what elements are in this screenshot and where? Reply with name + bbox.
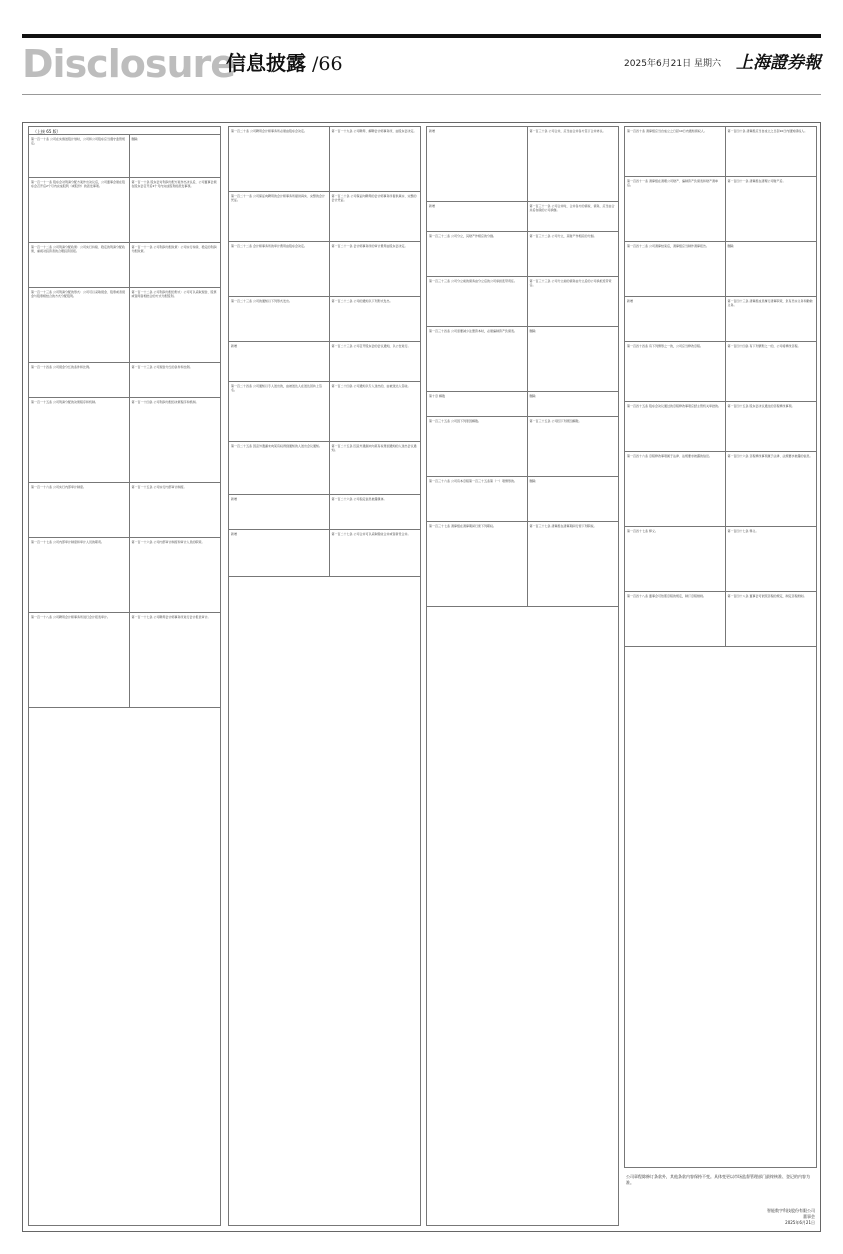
revised-clause-cell: 第一百一十一条 公司利润分配政策：公司实行持续、稳定的利润分配政策。	[129, 243, 220, 288]
table-row	[229, 192, 420, 242]
issue-date: 2025年6月21日 星期六	[624, 59, 721, 69]
original-clause-cell: 第一百二十二条 会计师事务所的审计费用由股东会决定。	[229, 242, 329, 297]
signature-board: 董事会	[803, 1214, 815, 1219]
comparison-table-2	[229, 127, 420, 577]
table-row	[427, 417, 618, 477]
original-clause-cell: 第一百三十七条 清算组在清算期间行使下列职权。	[427, 522, 527, 607]
original-clause-cell: 第一百四十二条 公司清算结束后，清算组应当制作清算报告。	[625, 242, 725, 297]
table-row	[427, 477, 618, 522]
table-row	[29, 288, 220, 363]
revised-clause-cell: 第一百一十二条 公司利润分配的形式：公司可以采取现金、股票或者两者相结合的方式分配股利。	[129, 288, 220, 363]
revised-clause-cell: 第一百四十八条 董事会可依照章程的规定，制定章程细则。	[725, 592, 816, 647]
revised-clause-cell: 第一百四十四条 有下列情形之一的，公司将修改章程。	[725, 342, 816, 402]
table-row	[29, 178, 220, 243]
table-row	[29, 483, 220, 538]
table-row	[229, 382, 420, 442]
table-row	[625, 527, 816, 592]
table-row	[625, 452, 816, 527]
original-clause-cell: 第一百三十二条 公司分立，其财产作相应的分割。	[427, 232, 527, 277]
original-clause-cell: 新增	[625, 297, 725, 342]
revised-clause-cell: 第一百二十四条 公司通知以专人送出的，由被送达人签收。	[329, 382, 420, 442]
original-clause-cell: 第一百四十六条 章程修改事项属于法律、法规要求披露的信息。	[625, 452, 725, 527]
newspaper-name: 上海證券報	[736, 53, 821, 73]
column-3	[426, 126, 619, 1228]
table-row	[29, 243, 220, 288]
original-clause-cell: 第一百三十三条 公司分立前的债务由分立后的公司承担连带责任。	[427, 277, 527, 327]
revised-clause-cell: 第一百二十条 公司保证向聘用的会计师事务所提供真实、完整的会计凭证。	[329, 192, 420, 242]
original-clause-cell: 第一百二十四条 公司通知以专人送出的，由被送达人在送达回执上签名。	[229, 382, 329, 442]
revised-clause-cell: 第一百二十三条 公司召开股东会的会议通知，以公告进行。	[329, 342, 420, 382]
masthead-top-rule	[22, 34, 821, 38]
table-row	[625, 402, 816, 452]
original-clause-cell: 第一百一十一条 股东会对利润分配方案作出决议后，公司董事会须在股东会召开后2个月内完成股利（或股份）的派发事项。	[29, 178, 129, 243]
revised-clause-cell: 第一百三十七条 清算组在清算期间行使下列职权。	[527, 522, 618, 607]
original-clause-cell: 第一百一十二条 公司利润分配政策：公司实行持续、稳定的利润分配政策，重视对投资者的合理投资回报。	[29, 243, 129, 288]
revised-clause-cell: 第一百四十五条 股东会决议通过的章程修改事项。	[725, 402, 816, 452]
revised-clause-cell: 第一百四十三条 清算组成员履行清算职责，负有忠实义务和勤勉义务。	[725, 297, 816, 342]
table-row	[625, 342, 816, 402]
section-name: 信息披露	[226, 51, 306, 75]
revised-clause-cell: 第一百二十六条 公司指定信息披露媒体。	[329, 495, 420, 530]
revised-clause-cell: 第一百一十六条 公司内部审计制度和审计人员的职责。	[129, 538, 220, 613]
column-2	[228, 126, 421, 1228]
table-row	[229, 495, 420, 530]
continued-header: （上接 65 版）	[29, 127, 220, 135]
original-clause-cell: 第一百四十一条 清算组在清理公司财产、编制资产负债表和财产清单后。	[625, 177, 725, 242]
revised-clause-cell: 第一百一十九条 公司聘用、解聘会计师事务所，由股东会决定。	[329, 127, 420, 192]
table-row	[427, 202, 618, 232]
table-row	[625, 592, 816, 647]
table-row	[29, 135, 220, 178]
original-clause-cell: 新增	[229, 342, 329, 382]
table-row	[229, 530, 420, 577]
revised-clause-cell: 第一百三十条 公司合并，应当由合并各方签订合并协议。	[527, 127, 618, 202]
table-row	[229, 242, 420, 297]
table-row	[29, 398, 220, 483]
original-clause-cell: 第一百二十五条 因意外遗漏未向某有权得到通知的人送出会议通知。	[229, 442, 329, 495]
original-clause-cell: 第一百一十四条 公司现金分红的条件和比例。	[29, 363, 129, 398]
original-clause-cell: 新增	[229, 530, 329, 577]
original-clause-cell: 第一百四十四条 有下列情形之一的，公司应当修改章程。	[625, 342, 725, 402]
original-clause-cell: 第一百二十三条 公司的通知以下列形式发出。	[229, 297, 329, 342]
revised-clause-cell: 第一百四十一条 清算组在清理公司财产后。	[725, 177, 816, 242]
original-clause-cell: 新增	[427, 127, 527, 202]
revised-clause-cell: 第一百三十五条 公司因下列原因解散。	[527, 417, 618, 477]
revised-clause-cell: 第一百一十七条 公司聘用会计师事务所进行会计报表审计。	[129, 613, 220, 708]
original-clause-cell: 第一百三十六条 公司有本章程第一百三十五条第（一）项情形的。	[427, 477, 527, 522]
masthead	[22, 40, 821, 88]
original-clause-cell: 第一百一十三条 公司利润分配的形式：公司可以采取现金、股票或者现金与股票相结合的方式分配股利。	[29, 288, 129, 363]
comparison-table-4	[625, 127, 816, 647]
revised-clause-cell: 第一百二十五条 因意外遗漏未向某有权得到通知的人送出会议通知。	[329, 442, 420, 495]
table-row	[625, 127, 816, 177]
original-clause-cell: 第一百四十八条 董事会可依照章程的规定，制订章程细则。	[625, 592, 725, 647]
table-row	[427, 392, 618, 417]
original-clause-cell: 第一百二十一条 公司保证向聘用的会计师事务所提供真实、完整的会计凭证。	[229, 192, 329, 242]
original-clause-cell: 第一百一十七条 公司内部审计制度和审计人员的职责。	[29, 538, 129, 613]
revised-clause-cell: 删除	[527, 477, 618, 522]
original-clause-cell: 新增	[229, 495, 329, 530]
revised-clause-cell: 第一百一十五条 公司实行内部审计制度。	[129, 483, 220, 538]
revised-clause-cell: 删除	[725, 242, 816, 297]
table-row	[229, 442, 420, 495]
revised-clause-cell: 删除	[527, 327, 618, 392]
table-row	[427, 277, 618, 327]
signature-block	[767, 1208, 815, 1226]
revised-clause-cell: 第一百二十一条 会计师事务所的审计费用由股东会决定。	[329, 242, 420, 297]
original-clause-cell: 第一百三十五条 公司因下列原因解散。	[427, 417, 527, 477]
column-1	[28, 126, 221, 1228]
table-row	[427, 327, 618, 392]
original-clause-cell: 第一百一十五条 公司利润分配的决策程序和机制。	[29, 398, 129, 483]
revised-clause-cell: 第一百四十六条 章程修改事项属于法律、法规要求披露的信息。	[725, 452, 816, 527]
revised-clause-cell: 第一百三十一条 公司合并时，合并各方的债权、债务，应当由合并后存续的公司承继。	[527, 202, 618, 232]
original-clause-cell: 第一百四十五条 股东会决议通过的章程修改事项应经主管机关审批的。	[625, 402, 725, 452]
original-clause-cell: 第一百四十七条 释义。	[625, 527, 725, 592]
revised-clause-cell: 第一百三十三条 公司分立前的债务由分立后的公司承担连带责任。	[527, 277, 618, 327]
table-row	[625, 297, 816, 342]
comparison-table-3	[427, 127, 618, 607]
revised-clause-cell: 删除	[527, 392, 618, 417]
revised-clause-cell: 第一百一十四条 公司利润分配的决策程序和机制。	[129, 398, 220, 483]
revised-clause-cell: 第一百四十七条 释义。	[725, 527, 816, 592]
original-clause-cell: 第一百二十条 公司聘用会计师事务所必须由股东会决定。	[229, 127, 329, 192]
table-row	[29, 538, 220, 613]
original-clause-cell: 第一百三十四条 公司需要减少注册资本时，必须编制资产负债表。	[427, 327, 527, 392]
table-row	[229, 127, 420, 192]
table-row	[625, 242, 816, 297]
table-row	[427, 232, 618, 277]
signature-company: 智能数字科技股份有限公司	[767, 1208, 815, 1213]
original-clause-cell: 第一百一十八条 公司聘用会计师事务所进行会计报表审计。	[29, 613, 129, 708]
revised-clause-cell: 第一百二十二条 公司的通知以下列形式发出。	[329, 297, 420, 342]
revised-clause-cell: 第一百二十七条 公司合并可以采取吸收合并或者新设合并。	[329, 530, 420, 577]
masthead-bottom-rule	[22, 94, 821, 95]
original-clause-cell: 第一百四十条 清算组应当自成立之日起10日内通知债权人。	[625, 127, 725, 177]
column-4	[624, 126, 817, 1170]
closing-note: 公司章程除修订条款外，其他条款内容保持不变。具体变更以市场监督管理部门最终核准、登记的内容为准。	[626, 1174, 810, 1185]
signature-date: 2025年6月21日	[785, 1220, 815, 1225]
revised-clause-cell: 第一百三十二条 公司分立，其财产作相应的分割。	[527, 232, 618, 277]
original-clause-cell: 新增	[427, 202, 527, 232]
revised-clause-cell: 删除	[129, 135, 220, 178]
table-row	[427, 522, 618, 607]
table-row	[229, 297, 420, 342]
brand-title: Disclosure	[22, 42, 236, 86]
table-row	[625, 177, 816, 242]
revised-clause-cell: 第一百一十三条 公司现金分红的条件和比例。	[129, 363, 220, 398]
original-clause-cell: 第一百一十六条 公司实行内部审计制度。	[29, 483, 129, 538]
table-row	[427, 127, 618, 202]
section-title	[226, 50, 343, 77]
revised-clause-cell: 第一百一十条 股东会对利润分配方案作出决议后，公司董事会须在股东会召开后2个月内完成股利的派发事项。	[129, 178, 220, 243]
table-row	[29, 613, 220, 708]
table-row	[29, 363, 220, 398]
original-clause-cell: 第十章 解散	[427, 392, 527, 417]
table-row	[229, 342, 420, 382]
original-clause-cell: 第一百一十条 公司在实施送股计划时，公司和公司股东应当遵守监管规定。	[29, 135, 129, 178]
comparison-table-1	[29, 135, 220, 708]
page-number: /66	[312, 53, 343, 75]
revised-clause-cell: 第一百四十条 清算组应当自成立之日起10日内通知债权人。	[725, 127, 816, 177]
